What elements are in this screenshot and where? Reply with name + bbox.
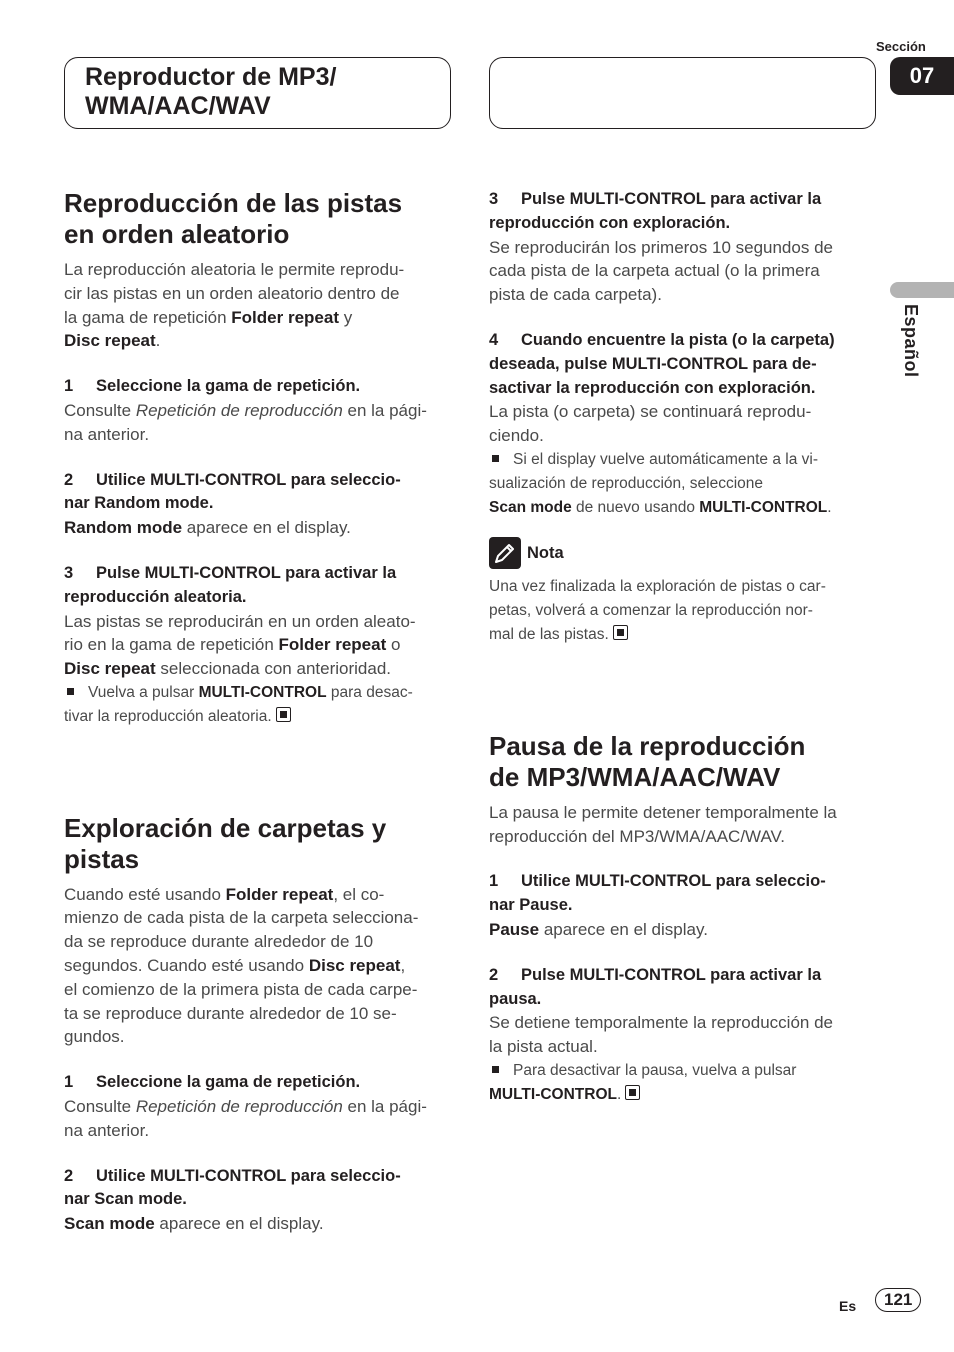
step-text: Seleccione la gama de repetición. bbox=[96, 377, 361, 396]
bullet-icon bbox=[67, 688, 74, 695]
bold-term: Disc repeat bbox=[64, 659, 156, 679]
step-text: Utilice MULTI-CONTROL para seleccio- bbox=[521, 872, 826, 891]
scan-section-title bbox=[64, 813, 456, 875]
bold-term: Folder repeat bbox=[278, 635, 387, 655]
text: seleccionada con anterioridad. bbox=[155, 659, 391, 679]
chapter-title-line2: WMA/AAC/WAV bbox=[85, 92, 271, 120]
text: La pausa le permite detener temporalmente la bbox=[489, 802, 837, 822]
step-text: Seleccione la gama de repetición. bbox=[96, 1073, 361, 1092]
bold-term: Pause bbox=[489, 919, 540, 939]
text: Consulte bbox=[64, 400, 136, 420]
random-step-3-body bbox=[64, 610, 456, 681]
text: segundos. Cuando esté usando bbox=[64, 955, 309, 975]
step-number: 3 bbox=[64, 563, 74, 582]
pause-section-title bbox=[489, 731, 881, 793]
step-number: 1 bbox=[64, 377, 74, 396]
text: na anterior. bbox=[64, 424, 150, 444]
random-title-line2: en orden aleatorio bbox=[64, 219, 290, 249]
text: Consulte bbox=[64, 1096, 136, 1116]
pause-title-line1: Pausa de la reproducción bbox=[489, 730, 806, 761]
step-text: Cuando encuentre la pista (o la carpeta) bbox=[521, 330, 835, 349]
nota-body bbox=[489, 575, 881, 646]
scan-step-3-body bbox=[489, 236, 881, 307]
bold-term: MULTI-CONTROL bbox=[198, 683, 327, 701]
pause-intro bbox=[489, 801, 881, 849]
text: La reproducción aleatoria le permite reprodu- bbox=[64, 260, 405, 279]
step-number: 1 bbox=[64, 1073, 74, 1092]
scan-step-1 bbox=[64, 1071, 456, 1095]
step-text: pausa. bbox=[489, 989, 542, 1008]
scan-step-2-body bbox=[64, 1212, 456, 1236]
right-column bbox=[489, 188, 881, 1107]
step-text: Pulse MULTI-CONTROL para activar la bbox=[521, 190, 822, 208]
step-text: reproducción con exploración. bbox=[489, 213, 731, 232]
pause-step-2-body bbox=[489, 1011, 881, 1059]
text: . bbox=[155, 331, 161, 351]
scan-step-4-body bbox=[489, 400, 881, 448]
scan-step-4 bbox=[489, 329, 881, 400]
step-number: 2 bbox=[64, 1166, 74, 1185]
text: tivar la reproducción aleatoria. bbox=[64, 707, 272, 725]
scan-step-1-body bbox=[64, 1095, 456, 1143]
scan-step-2 bbox=[64, 1165, 456, 1213]
left-column bbox=[64, 188, 456, 1236]
pause-title-line2: de MP3/WMA/AAC/WAV bbox=[489, 761, 781, 792]
end-of-section-icon bbox=[625, 1085, 640, 1100]
step-number: 3 bbox=[489, 190, 499, 208]
scan-note bbox=[489, 448, 881, 519]
chapter-title bbox=[85, 63, 450, 121]
random-title-line1: Reproducción de las pistas bbox=[64, 188, 403, 218]
text: . bbox=[617, 1085, 622, 1103]
bold-term: Scan mode bbox=[489, 498, 572, 516]
step-number: 1 bbox=[489, 872, 499, 891]
text: , el co- bbox=[333, 884, 385, 904]
text: Las pistas se reproducirán en un orden aleato- bbox=[64, 611, 416, 631]
scan-step-3 bbox=[489, 188, 881, 236]
text: Si el display vuelve automáticamente a la vi- bbox=[513, 450, 818, 468]
bold-term: Folder repeat bbox=[231, 307, 339, 327]
text: gundos. bbox=[64, 1027, 125, 1047]
step-text: sactivar la reproducción con exploración. bbox=[489, 378, 816, 397]
text: mienzo de cada pista de la carpeta selecciona- bbox=[64, 908, 419, 928]
step-text: Utilice MULTI-CONTROL para seleccio- bbox=[96, 1166, 401, 1185]
section-number-badge: 07 bbox=[890, 57, 954, 95]
nota-label: Nota bbox=[527, 543, 564, 562]
text: petas, volverá a comenzar la reproducción nor- bbox=[489, 602, 813, 620]
text: Se detiene temporalmente la reproducción de bbox=[489, 1013, 833, 1033]
step-number: 2 bbox=[64, 470, 74, 489]
page-number: 121 bbox=[875, 1288, 921, 1312]
step-text: Utilice MULTI-CONTROL para seleccio- bbox=[96, 470, 401, 489]
language-label: Español bbox=[901, 304, 921, 378]
pause-step-1 bbox=[489, 870, 881, 918]
text: , bbox=[400, 955, 406, 975]
footer-language-code: Es bbox=[839, 1298, 857, 1314]
text: na anterior. bbox=[64, 1120, 150, 1140]
language-tab bbox=[890, 282, 954, 298]
scan-intro bbox=[64, 883, 456, 1050]
text: cada pista de la carpeta actual (o la primera bbox=[489, 261, 820, 281]
text: sualización de reproducción, seleccione bbox=[489, 474, 763, 492]
chapter-title-box bbox=[64, 57, 451, 129]
text: en la pági- bbox=[342, 1096, 427, 1116]
text: Cuando esté usando bbox=[64, 884, 226, 904]
text: aparece en el display. bbox=[182, 518, 351, 538]
step-text: nar Pause. bbox=[489, 896, 573, 915]
text: aparece en el display. bbox=[154, 1214, 324, 1234]
bold-term: Scan mode bbox=[64, 1214, 155, 1234]
random-step-1 bbox=[64, 375, 456, 399]
random-step-1-body bbox=[64, 399, 456, 447]
bullet-icon bbox=[492, 1066, 499, 1073]
step-text: reproducción aleatoria. bbox=[64, 587, 247, 606]
end-of-section-icon bbox=[613, 625, 628, 640]
scan-title-line2: pistas bbox=[64, 843, 140, 874]
step-text: nar Scan mode. bbox=[64, 1190, 187, 1209]
text: y bbox=[338, 307, 353, 327]
bold-term: MULTI-CONTROL bbox=[699, 498, 828, 516]
pause-step-2 bbox=[489, 964, 881, 1012]
random-step-3 bbox=[64, 562, 456, 610]
section-label: Sección bbox=[876, 39, 926, 54]
text: mal de las pistas. bbox=[489, 625, 609, 643]
italic-reference: Repetición de reproducción bbox=[135, 400, 343, 420]
text: da se reproduce durante alrededor de 10 bbox=[64, 932, 374, 952]
text: o bbox=[386, 635, 401, 655]
text: aparece en el display. bbox=[539, 919, 708, 939]
step-text: deseada, pulse MULTI-CONTROL para de- bbox=[489, 354, 817, 373]
text: para desac- bbox=[326, 683, 413, 701]
text: ta se reproduce durante alrededor de 10 se- bbox=[64, 1003, 397, 1023]
pause-step-1-body bbox=[489, 918, 881, 942]
bold-term: Folder repeat bbox=[225, 884, 334, 904]
text: de nuevo usando bbox=[571, 498, 700, 516]
step-number: 4 bbox=[489, 330, 499, 349]
text: Se reproducirán los primeros 10 segundos de bbox=[489, 237, 833, 257]
text: el comienzo de la primera pista de cada carpe- bbox=[64, 979, 418, 999]
text: la gama de repetición bbox=[64, 307, 232, 327]
bold-term: Disc repeat bbox=[308, 955, 401, 975]
text: . bbox=[827, 498, 832, 516]
bold-term: MULTI-CONTROL bbox=[489, 1085, 617, 1103]
text: en la pági- bbox=[342, 400, 427, 420]
text: pista de cada carpeta). bbox=[489, 285, 662, 305]
scan-title-line1: Exploración de carpetas y bbox=[64, 812, 387, 843]
random-intro bbox=[64, 258, 456, 353]
random-step-2-body bbox=[64, 516, 456, 540]
chapter-title-line1: Reproductor de MP3/ bbox=[85, 63, 337, 91]
step-text: Pulse MULTI-CONTROL para activar la bbox=[521, 965, 822, 984]
text: reproducción del MP3/WMA/AAC/WAV. bbox=[489, 826, 786, 846]
empty-header-box bbox=[489, 57, 876, 129]
bold-term: Random mode bbox=[64, 518, 183, 538]
text: Vuelva a pulsar bbox=[88, 683, 199, 701]
pause-note bbox=[489, 1059, 881, 1107]
random-note bbox=[64, 681, 456, 729]
text: Para desactivar la pausa, vuelva a pulsar bbox=[513, 1061, 797, 1079]
random-section-title bbox=[64, 188, 456, 250]
end-of-section-icon bbox=[276, 707, 291, 722]
step-text: Pulse MULTI-CONTROL para activar la bbox=[96, 563, 397, 582]
pencil-note-icon bbox=[489, 537, 521, 569]
bullet-icon bbox=[492, 455, 499, 462]
step-text: nar Random mode. bbox=[64, 494, 214, 513]
random-step-2 bbox=[64, 469, 456, 517]
bold-term: Disc repeat bbox=[64, 331, 156, 351]
text: La pista (o carpeta) se continuará reprodu- bbox=[489, 402, 812, 422]
nota-header bbox=[489, 537, 881, 569]
text: la pista actual. bbox=[489, 1037, 598, 1057]
italic-reference: Repetición de reproducción bbox=[135, 1096, 343, 1116]
text: cir las pistas en un orden aleatorio dentro de bbox=[64, 283, 400, 303]
text: rio en la gama de repetición bbox=[64, 635, 279, 655]
text: ciendo. bbox=[489, 426, 544, 446]
step-number: 2 bbox=[489, 965, 499, 984]
text: Una vez finalizada la exploración de pistas o car- bbox=[489, 578, 826, 596]
